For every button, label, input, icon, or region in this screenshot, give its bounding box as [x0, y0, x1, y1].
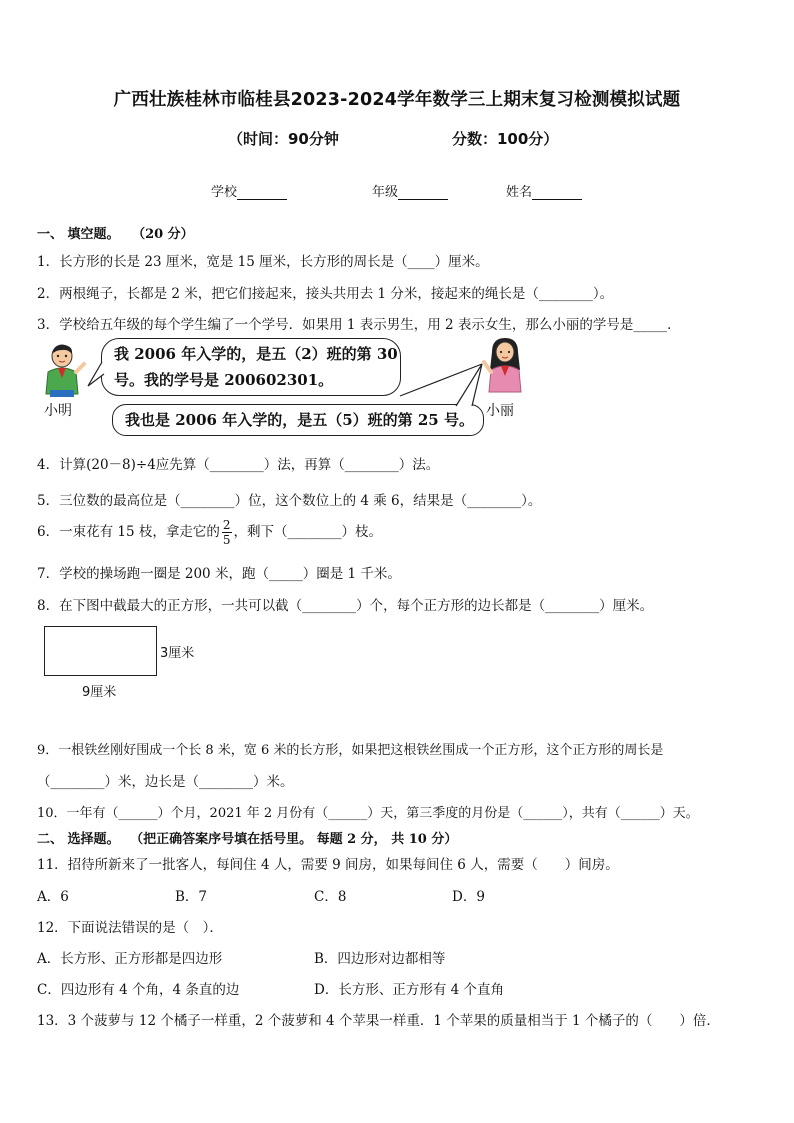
speech-bubble-boy [101, 338, 401, 396]
q12-option-d: D．长方形、正方形有 4 个直角 [314, 982, 504, 998]
rectangle-figure [44, 626, 157, 676]
question-9-line-1: 9．一根铁丝刚好围成一个长 8 米，宽 6 米的长方形，如果把这根铁丝围成一个正方形，这个正方形的周长是 [37, 743, 664, 758]
section-1-heading [37, 223, 194, 242]
fraction [222, 518, 232, 547]
question-11: 11．招待所新来了一批客人，每间住 4 人，需要 9 间房，如果每间住 6 人，需要（ ）间房。 [37, 857, 619, 873]
exam-time: （时间：90分钟 [228, 130, 339, 148]
boy-name-label: 小明 [44, 403, 72, 419]
girl-illustration-icon [482, 336, 528, 396]
question-6 [37, 515, 382, 549]
speech-tail-girl [396, 362, 486, 408]
q12-option-c: C．四边形有 4 个角，4 条直的边 [37, 982, 240, 998]
rectangle-height-label: 3厘米 [160, 646, 195, 661]
grade-field[interactable] [372, 181, 448, 200]
question-13: 13．3 个菠萝与 12 个橘子一样重，2 个菠萝和 4 个苹果一样重．1 个苹果的质量相当于 1 个橘子的（ ）倍． [37, 1013, 720, 1029]
section-2-desc: （把正确答案序号填在括号里。 每题 2 分， 共 10 分） [130, 832, 458, 847]
question-5: 5．三位数的最高位是（________）位，这个数位上的 4 乘 6，结果是（________）。 [37, 493, 542, 509]
question-9-line-2: （________）米，边长是（________）米。 [37, 774, 294, 790]
section-1-points: （20 分） [132, 227, 194, 242]
section-2-heading [37, 828, 457, 847]
section-1-title: 一、 填空题。 [37, 227, 120, 242]
exam-score: 分数：100分） [452, 130, 559, 148]
fraction-numerator: 2 [222, 518, 231, 532]
grade-label: 年级 [372, 185, 399, 200]
speech-bubble-boy-line1: 我 2006 年入学的，是五（2）班的第 30 [114, 345, 398, 363]
section-2-title: 二、 选择题。 [37, 832, 120, 847]
q12-option-a: A．长方形、正方形都是四边形 [37, 951, 223, 967]
school-label: 学校 [211, 185, 238, 200]
girl-name-label: 小丽 [486, 403, 514, 419]
question-4: 4．计算(20－8)÷4应先算（________）法，再算（________）法。 [37, 457, 440, 473]
q11-option-a: A．6 [37, 889, 69, 905]
school-field[interactable] [211, 181, 287, 200]
q11-option-c: C．8 [314, 889, 347, 905]
q11-option-d: D．9 [452, 889, 485, 905]
question-10: 10．一年有（______）个月，2021 年 2 月份有（______）天，第三季度的月份是（______），共有（______）天。 [37, 806, 699, 821]
question-7: 7．学校的操场跑一圈是 200 米，跑（_____）圈是 1 千米。 [37, 566, 401, 582]
fraction-denominator: 5 [222, 533, 231, 547]
question-2: 2．两根绳子，长都是 2 米，把它们接起来，接头共用去 1 分米，接起来的绳长是（________）。 [37, 286, 614, 302]
boy-illustration-icon [40, 342, 88, 398]
name-label: 姓名 [506, 185, 533, 200]
question-12: 12．下面说法错误的是（ ）． [37, 920, 223, 936]
question-6-text-after: ，剩下（________）枝。 [233, 524, 382, 540]
question-1: 1．长方形的长是 23 厘米，宽是 15 厘米，长方形的周长是（____）厘米。 [37, 254, 489, 270]
speech-bubble-girl: 我也是 2006 年入学的，是五（5）班的第 25 号。 [112, 404, 484, 436]
question-6-text-before: 6．一束花有 15 枝，拿走它的 [37, 524, 220, 540]
speech-bubble-boy-line2: 号。我的学号是 200602301。 [114, 371, 334, 389]
speech-tail-boy [86, 360, 106, 388]
question-3: 3．学校给五年级的每个学生编了一个学号．如果用 1 表示男生，用 2 表示女生，那么小丽的学号是_____． [37, 317, 681, 333]
q12-option-b: B．四边形对边都相等 [314, 951, 446, 967]
question-8: 8．在下图中截最大的正方形，一共可以截（________）个，每个正方形的边长都是（________）厘米。 [37, 598, 654, 614]
rectangle-width-label: 9厘米 [82, 685, 117, 700]
q11-option-b: B．7 [175, 889, 208, 905]
name-field[interactable] [506, 181, 582, 200]
page-title: 广西壮族桂林市临桂县2023-2024学年数学三上期末复习检测模拟试题 [113, 90, 681, 110]
